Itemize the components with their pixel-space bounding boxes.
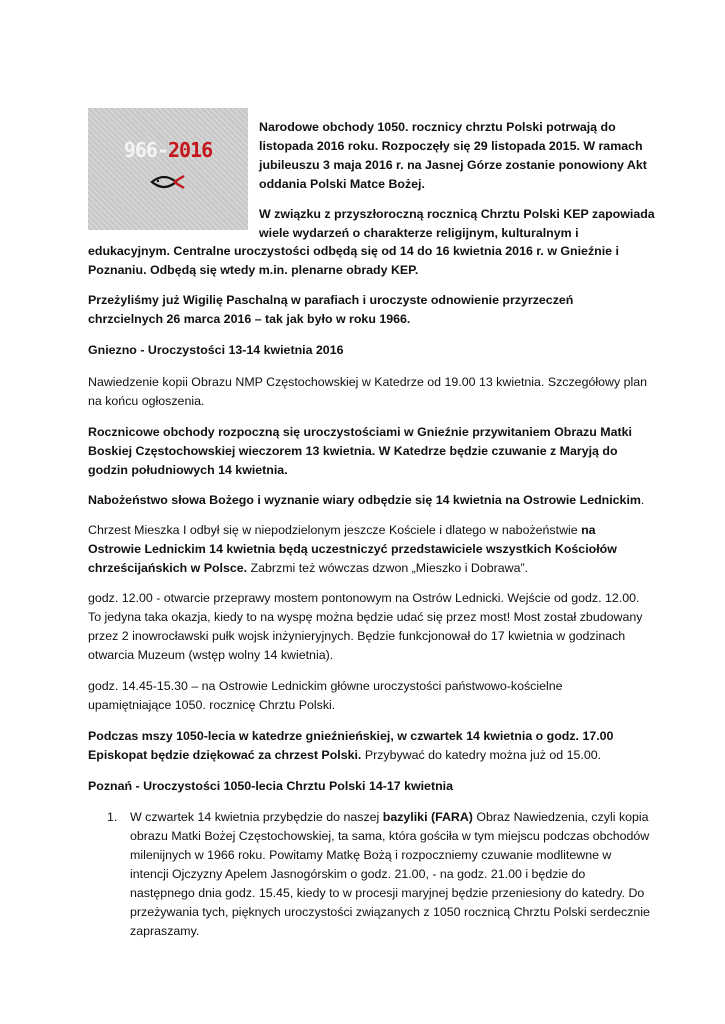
baptism-text-bold: na Ostrowie Lednickim 14 kwietnia będą uczestniczyć przedstawiciele wszystkich Kościołów chrześcijańskich w Polsce.	[88, 523, 617, 575]
mass-text-end: Przybywać do katedry można już od 15.00.	[361, 748, 602, 762]
logo-years	[88, 138, 248, 162]
fish-icon	[150, 174, 186, 190]
list-item-number: 1.	[107, 810, 118, 824]
baptism-text-a: Chrzest Mieszka I odbył się w niepodzielonym jeszcze Kościele i dlatego w nabożeństwie	[88, 523, 582, 537]
intro-paragraph-1: Narodowe obchody 1050. rocznicy chrztu Polski potrwają do listopada 2016 roku. Rozpoczęły się 29 listopada 2015. W ramach jubileuszu 3 maja 2016 r. na Jasnej Górze zostanie ponowiony Akt oddania Polski Matce Bożej.	[259, 120, 647, 191]
gniezno-celebrations-paragraph: Rocznicowe obchody rozpoczną się uroczystościami w Gnieźnie przywitaniem Obrazu Matki Boskiej Częstochowskiej wieczorem 13 kwietnia. W Katedrze będzie czuwanie z Maryją do godzin południowych 14 kwietnia.	[88, 425, 632, 477]
logo-year-start: 966-	[123, 138, 168, 162]
mass-text-bold: Podczas mszy 1050-lecia w katedrze gnieźnieńskiej, w czwartek 14 kwietnia o godz. 17.00 Episkopat będzie dziękować za chrzest Polski.	[88, 729, 614, 762]
lednica-service-end: .	[640, 493, 645, 507]
list-item-text-bold: bazyliki (FARA)	[382, 810, 473, 824]
poznan-heading: Poznań - Uroczystości 1050-lecia Chrztu Polski 14-17 kwietnia	[88, 779, 453, 793]
intro-paragraph-2b: edukacyjnym. Centralne uroczystości odbędą się od 14 do 16 kwietnia 2016 r. w Gnieźnie i Poznaniu. Odbędą się wtedy m.in. plenarne obrady KEP.	[88, 244, 619, 277]
state-ceremony-paragraph: godz. 14.45-15.30 – na Ostrowie Lednickim główne uroczystości państwowo-kościelne upamiętniające 1050. rocznicę Chrztu Polski.	[88, 679, 563, 712]
vigil-paragraph: Przeżyliśmy już Wigilię Paschalną w parafiach i uroczyste odnowienie przyrzeczeń chrzcielnych 26 marca 2016 – tak jak było w roku 1966.	[88, 293, 574, 326]
baptism-text-b: Zabrzmi też wówczas dzwon „Mieszko i Dobrawa”.	[247, 561, 529, 575]
bridge-paragraph: godz. 12.00 - otwarcie przeprawy mostem pontonowym na Ostrów Lednicki. Wejście od godz. 12.00. To jedyna taka okazja, kiedy to na wyspę można będzie udać się przez most! Most został zbudowany przez 2 inowrocławski pułk wojsk inżynieryjnych. Będzie funkcjonował do 17 kwietnia w godzinach otwarcia Muzeum (wstęp wolny 14 kwietnia).	[88, 591, 643, 662]
list-item-text-a: W czwartek 14 kwietnia przybędzie do naszej	[130, 810, 383, 824]
lednica-service-bold: Nabożeństwo słowa Bożego i wyznanie wiary odbędzie się 14 kwietnia na Ostrowie Lednickim	[88, 493, 641, 507]
lednica-service-paragraph	[88, 491, 658, 510]
baptism-paragraph	[88, 521, 648, 578]
list-item-text	[130, 808, 650, 941]
gniezno-heading: Gniezno - Uroczystości 13-14 kwietnia 2016	[88, 343, 344, 357]
logo-year-end: 2016	[168, 138, 213, 162]
jubilee-logo	[88, 108, 248, 230]
intro-paragraph-2a: W związku z przyszłoroczną rocznicą Chrztu Polski KEP zapowiada wiele wydarzeń o charakterze religijnym, kulturalnym i	[259, 207, 655, 240]
mass-paragraph	[88, 727, 648, 765]
intro-text	[259, 118, 659, 243]
list-item-text-b: Obraz Nawiedzenia, czyli kopia obrazu Matki Bożej Częstochowskiej, ta sama, która gościła w tym miejscu podczas obchodów milenijnych w 1966 roku. Powitamy Matkę Bożą i rozpoczniemy czuwanie modlitewne w intencji Ojczyzny Apelem Jasnogórskim o godz. 21.00, - na godz. 21.00 i będzie do następnego dnia godz. 15.45, kiedy to w procesji maryjnej będzie przeniesiony do katedry. Do przeżywania tych, pięknych uroczystości związanych z 1050 rocznicą Chrztu Polski serdecznie zapraszamy.	[130, 810, 650, 938]
gniezno-visit-paragraph: Nawiedzenie kopii Obrazu NMP Częstochowskiej w Katedrze od 19.00 13 kwietnia. Szczegółowy plan na końcu ogłoszenia.	[88, 375, 648, 408]
